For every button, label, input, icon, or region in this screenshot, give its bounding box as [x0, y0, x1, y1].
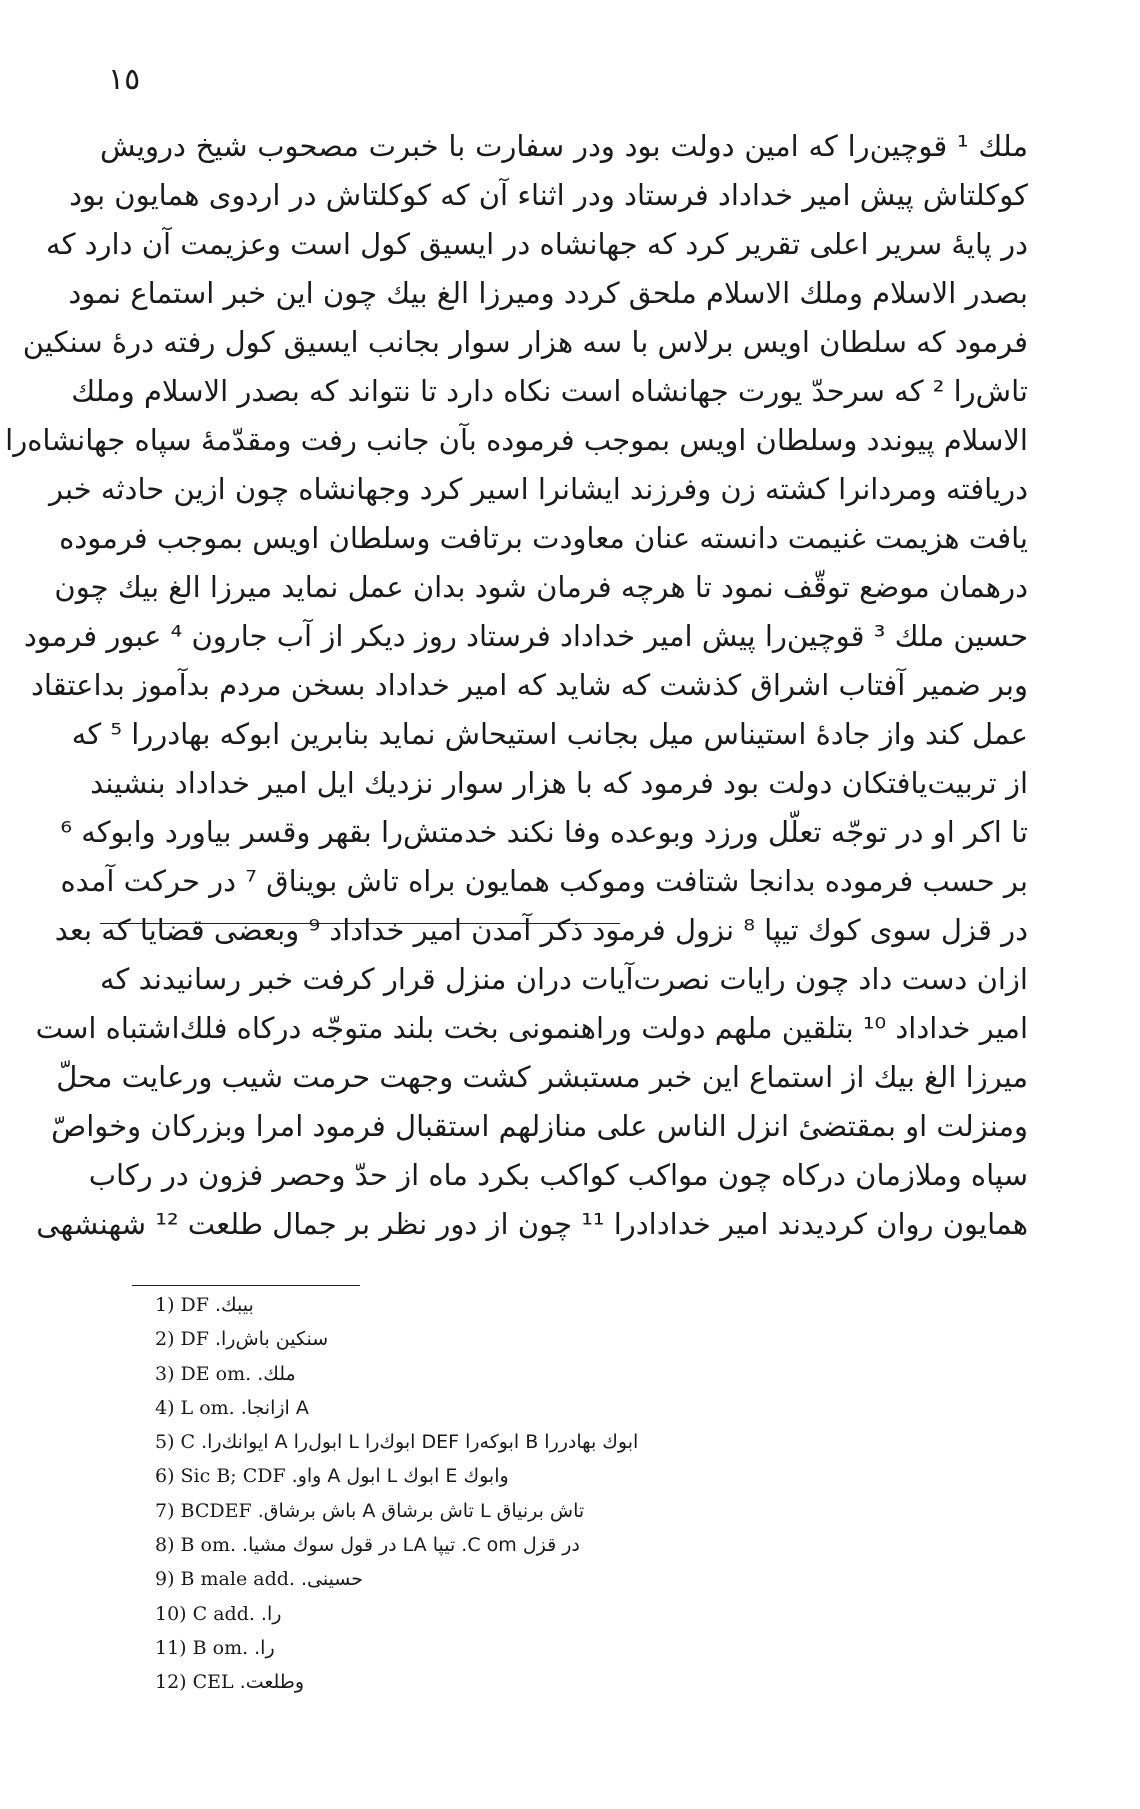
text-line: در پایهٔ سریر اعلی تقریر کرد که جهانشاه در ایسیق کول است وعزیمت آن دارد که — [46, 227, 1028, 261]
footnotes-block — [155, 1288, 855, 1700]
footnote-reference: 2) DF — [155, 1328, 209, 1351]
footnote-reference: 6) Sic B; CDF — [155, 1465, 286, 1488]
text-line: سپاه وملازمان درکاه چون مواکب کواکب بکرد ماه از حدّ وحصر فزون در رکاب — [88, 1158, 1028, 1192]
text-line: در قزل سوی کوك تیپا ⁸ نزول فرمود ذکر آمدن امیر خداداد ⁹ وبعضی قضایا که بعد — [54, 913, 1028, 947]
text-line: تا اکر او در توجّه تعلّل ورزد وبوعده وفا نکند خدمتش‌را بقهر وقسر بیاورد وابوکه ⁶ — [60, 815, 1028, 849]
text-line: حسین ملك ³ قوچین‌را پیش امیر خداداد فرستاد روز دیکر از آب جارون ⁴ عبور فرمود — [23, 619, 1028, 653]
footnote-variant-text: ابوك بهادررا B ابوکه‌را DEF ابوك‌را L ابول‌را A ایوانك‌را. — [201, 1431, 639, 1454]
footnote-reference: 4) L om. — [155, 1396, 235, 1419]
text-line: همایون روان کردیدند امیر خدادادرا ¹¹ چون از دور نظر بر جمال طلعت ¹² شهنشهی — [36, 1207, 1028, 1241]
text-line: ملك ¹ قوچین‌را که امین دولت بود ودر سفارت با خبرت مصحوب شیخ درویش — [100, 129, 1029, 163]
footnote-variant-text: در قزل C om. تیپا LA در قول سوك مشیا. — [242, 1534, 580, 1557]
footnote — [155, 1562, 855, 1596]
footnote-reference: 12) CEL — [155, 1671, 234, 1694]
footnote-reference: 10) C add. — [155, 1602, 255, 1625]
footnote — [155, 1597, 855, 1631]
footnote-reference: 7) BCDEF — [155, 1499, 252, 1522]
footnote-variant-text: ملك. — [257, 1362, 296, 1385]
footnote-reference: 3) DE om. — [155, 1362, 252, 1385]
text-line: کوکلتاش پیش امیر خداداد فرستاد ودر اثناء آن که کوکلتاش در اردوی همایون بود — [69, 178, 1028, 212]
text-line: بر حسب فرموده بدانجا شتافت وموکب همایون براه تاش بویناق ⁷ در حرکت آمده — [60, 864, 1028, 898]
footnote-variant-text: وابوك E ابوك L ابول A واو. — [291, 1465, 509, 1488]
footnote — [155, 1665, 855, 1699]
footnote — [155, 1425, 855, 1459]
text-line: وبر ضمیر آفتاب اشراق کذشت که شاید که امیر خداداد بسخن مردم بدآموز بداعتقاد — [31, 668, 1028, 702]
footnote-reference: 5) C — [155, 1431, 196, 1454]
footnote — [155, 1528, 855, 1562]
text-line: درهمان موضع توقّف نمود تا هرچه فرمان شود بدان عمل نماید میرزا الغ بیك چون — [54, 570, 1028, 604]
text-line: میرزا الغ بیك از استماع این خبر مستبشر کشت وجهت حرمت شیب ورعایت محلّ — [56, 1060, 1028, 1094]
text-line: یافت هزیمت غنیمت دانسته عنان معاودت برتافت وسلطان اویس بموجب فرموده — [59, 521, 1028, 555]
footnote — [155, 1391, 855, 1425]
text-line: تاش‌را ² که سرحدّ یورت جهانشاه است نکاه دارد تا نتواند که بصدر الاسلام وملك — [71, 374, 1028, 408]
text-line: دریافته ومردانرا کشته زن وفرزند ایشانرا اسیر کرد وجهانشاه چون ازین حادثه خبر — [49, 472, 1028, 506]
text-line: عمل کند واز جادهٔ استیناس میل بجانب استیحاش نماید بنابرین ابوکه بهادررا ⁵ که — [71, 717, 1028, 751]
text-line: بصدر الاسلام وملك الاسلام ملحق کردد ومیرزا الغ بیك چون این خبر استماع نمود — [68, 276, 1028, 310]
footnote-variant-text: وطلعت. — [239, 1671, 305, 1694]
footnote — [155, 1494, 855, 1528]
footnote — [155, 1459, 855, 1493]
footnote-variant-text: را. — [254, 1636, 275, 1659]
footnote-variant-text: حسینی. — [300, 1568, 363, 1591]
text-line: از تربیت‌یافتکان دولت بود فرمود که با هزار سوار نزدیك ایل امیر خداداد بنشیند — [90, 766, 1028, 800]
main-text-block — [5, 122, 1029, 1249]
footnote-variant-text: بیبك. — [214, 1294, 254, 1316]
text-line: فرمود که سلطان اویس برلاس با سه هزار سوار بجانب ایسیق کول رفته درهٔ سنکین — [22, 325, 1028, 359]
footnote-divider — [132, 1285, 360, 1286]
footnote-variant-text: سنکین باش‌را. — [214, 1328, 329, 1351]
footnote — [155, 1357, 855, 1391]
footnote-reference: 11) B om. — [155, 1636, 249, 1659]
footnote-reference: 8) B om. — [155, 1534, 237, 1557]
footnote — [155, 1631, 855, 1665]
page-number: ١٥ — [108, 62, 141, 97]
footnote-variant-text: A ازانجا. — [240, 1396, 309, 1419]
footnote — [155, 1288, 855, 1322]
text-line: الاسلام پیوندد وسلطان اویس بموجب فرموده بآن جانب رفت ومقدّمهٔ سپاه جهانشاه‌را — [5, 423, 1028, 457]
text-line: ومنزلت او بمقتضیٔ انزل الناس علی منازلهم استقبال فرمود امرا وبزرکان وخواصّ — [51, 1109, 1028, 1143]
footnote-variant-text: را. — [260, 1602, 282, 1625]
section-divider — [100, 923, 620, 924]
footnote-variant-text: تاش برنیاق L تاش برشاق A باش برشاق. — [257, 1499, 585, 1522]
text-line: امیر خداداد ¹⁰ بتلقین ملهم دولت وراهنمونی بخت بلند متوجّه درکاه فلك‌اشتباه است — [35, 1011, 1028, 1045]
text-line: ازان دست داد چون رایات نصرت‌آیات دران منزل قرار کرفت خبر رسانیدند که — [100, 962, 1028, 996]
footnote-reference: 1) DF — [155, 1294, 209, 1316]
footnote-reference: 9) B male add. — [155, 1568, 295, 1591]
footnote — [155, 1322, 855, 1356]
